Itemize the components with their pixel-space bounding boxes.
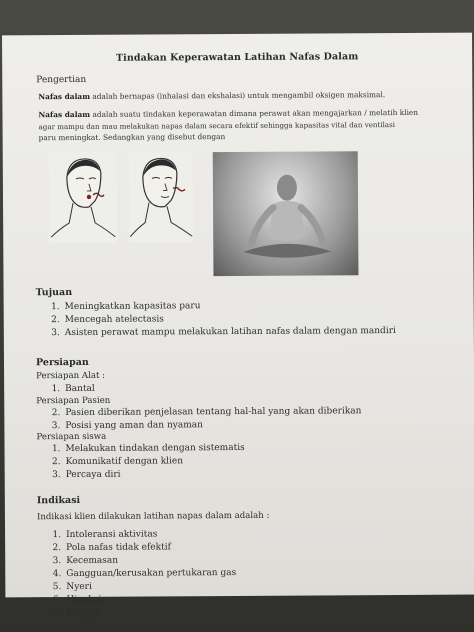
list-text: Fatique [66, 607, 101, 619]
section-heading-persiapan: Persiapan [35, 356, 89, 369]
list-number: 2. [52, 543, 62, 554]
persiapan-siswa-list [44, 442, 244, 482]
list-item [44, 383, 95, 396]
definition-line-2-text: adalah suatu tindakan keperawatan dimana perawat akan mengajarkan / melatih klien [90, 107, 419, 119]
definition-line-3: agar mampu dan mau melakukan napas dalam secara efektif sehingga kapasitas vital dan ventilasi [38, 120, 396, 132]
list-item [45, 580, 236, 594]
list-text: Bantal [65, 383, 95, 395]
definition-line-1-text: adalah bernapas (inhalasi dan ekshalasi) untuk mengambil oksigen maksimal. [89, 90, 386, 101]
list-text: Pasien diberikan penjelasan tentang hal-hal yang akan diberikan [65, 406, 362, 419]
list-item [45, 528, 236, 542]
list-item [45, 541, 236, 555]
list-number: 3. [51, 328, 60, 339]
list-number: 2. [51, 408, 61, 419]
list-item [45, 455, 245, 469]
meditating-figure [213, 151, 359, 276]
list-number: 5. [52, 582, 62, 593]
list-text: Asisten perawat mampu melakukan latihan nafas dalam dengan mandiri [64, 326, 396, 339]
list-item [45, 606, 236, 620]
section-heading-tujuan: Tujuan [35, 287, 73, 299]
list-text: Pola nafas tidak efektif [66, 542, 171, 554]
breathing-illustration-2 [129, 150, 194, 242]
indikasi-list [45, 528, 236, 620]
list-text: Posisi yang aman dan nyaman [65, 420, 203, 432]
persiapan-alat-list [44, 383, 95, 396]
list-text: Melakukan tindakan dengan sistematis [65, 442, 245, 455]
list-text: Meningkatkan kapasitas paru [64, 301, 201, 313]
list-text: Mencegah atelectasis [64, 314, 164, 326]
list-text: Intoleransi aktivitas [66, 529, 158, 541]
list-item [45, 567, 236, 581]
list-number: 3. [51, 421, 61, 432]
term-nafas-dalam-2: Nafas dalam [38, 109, 91, 120]
list-number: 2. [51, 315, 60, 326]
term-nafas-dalam: Nafas dalam [38, 91, 91, 102]
list-text: Gangguan/kerusakan pertukaran gas [66, 568, 237, 580]
list-number: 4. [52, 569, 62, 580]
persiapan-siswa-label: Persiapan siswa [36, 431, 107, 443]
list-number: 1. [51, 302, 60, 313]
section-heading-indikasi: Indikasi [36, 494, 81, 507]
list-text: Kecemasan [66, 555, 119, 567]
persiapan-alat-label: Persiapan Alat : [36, 370, 106, 382]
list-item [44, 405, 361, 420]
list-item [45, 468, 245, 482]
list-item [44, 442, 244, 456]
list-text: Nyeri [66, 581, 92, 593]
definition-line-1 [38, 89, 458, 103]
tujuan-list [44, 299, 396, 340]
list-number: 2. [51, 457, 61, 468]
list-number: 6. [52, 595, 62, 606]
list-text: Komunikatif dengan klien [65, 456, 184, 468]
list-number: 3. [52, 556, 62, 567]
list-text: Hipoksia [66, 594, 107, 606]
list-number: 1. [52, 530, 62, 541]
persiapan-pasien-list [44, 405, 361, 433]
document-title: Tindakan Keperawatan Latihan Nafas Dalam [115, 51, 359, 64]
list-number: 1. [51, 444, 61, 455]
list-item [45, 554, 236, 568]
meditation-photo [213, 151, 359, 276]
list-item [45, 593, 236, 607]
list-number: 1. [51, 384, 61, 395]
section-heading-pengertian: Pengertian [36, 74, 87, 86]
list-number: 3. [52, 470, 61, 481]
list-item [44, 325, 396, 340]
document-page [2, 33, 474, 619]
definition-line-4: paru meningkat. Sedangkan yang disebut dengan [38, 132, 226, 143]
list-number: 7. [52, 608, 62, 619]
persiapan-pasien-label: Persiapan Pasien [36, 395, 111, 407]
list-text: Percaya diri [65, 469, 121, 481]
indikasi-intro: Indikasi klien dilakukan latihan napas dalam adalah : [36, 510, 270, 523]
breathing-illustration-1 [49, 151, 118, 243]
